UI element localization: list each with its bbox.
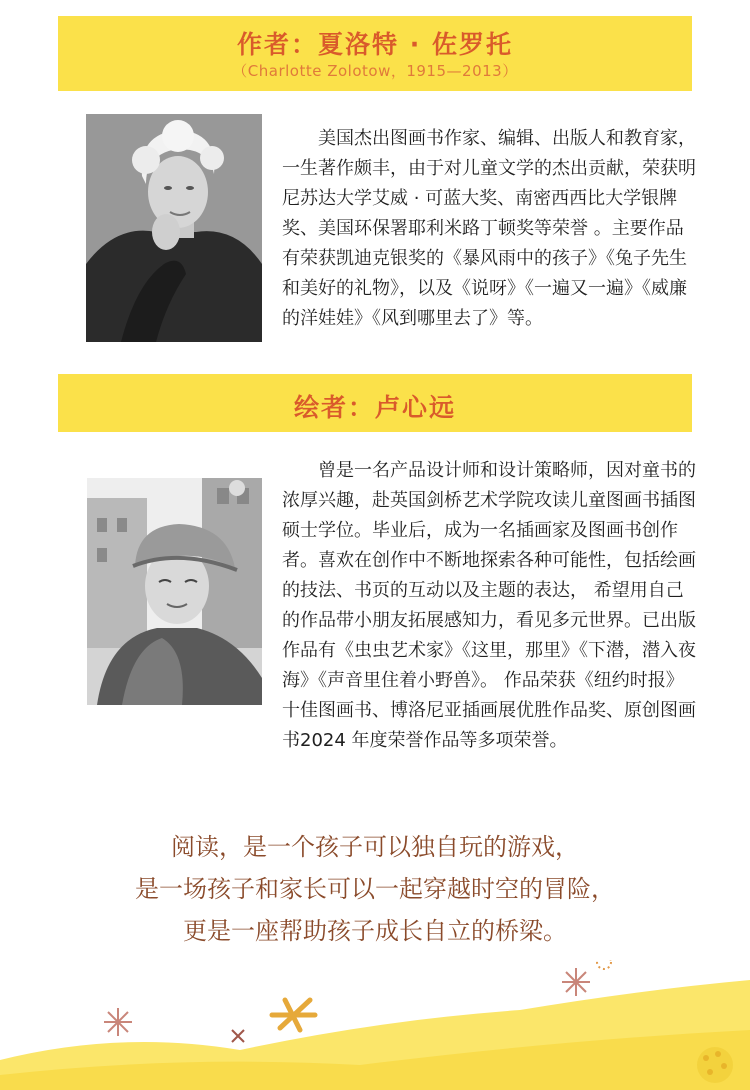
author-banner — [58, 16, 692, 91]
footer-decoration — [0, 960, 750, 1090]
quote-line-3: 更是一座帮助孩子成长自立的桥梁。 — [183, 917, 567, 945]
dotted-circle-icon — [597, 960, 611, 969]
author-heading: 作者：夏洛特 · 佐罗托 — [237, 30, 513, 59]
author-bio: 美国杰出图画书作家、编辑、出版人和教育家，一生著作颇丰，由于对儿童文学的杰出贡献，荣获明尼苏达大学艾威 · 可蓝大奖、南密西西比大学银牌奖、美国环保署耶利米路丁顿奖等荣誉 。主要作品有荣获凯迪克银奖的《暴风雨中的孩子》《兔子先生和美好的礼物》，以及《说呀》《一遍又一遍》《威廉的洋娃娃》《风到哪里去了》等。 — [282, 128, 696, 329]
illustrator-photo — [87, 478, 262, 705]
quote-line-1: 阅读，是一个孩子可以独自玩的游戏， — [171, 833, 579, 861]
author-subtitle: （Charlotte Zolotow，1915—2013） — [232, 62, 518, 80]
star-icon — [272, 1000, 315, 1030]
illustrator-banner — [58, 374, 692, 432]
snowflake-icon — [562, 968, 590, 996]
sparkle-icon — [232, 1030, 244, 1042]
illustrator-bio: 曾是一名产品设计师和设计策略师，因对童书的浓厚兴趣，赴英国剑桥艺术学院攻读儿童图画书插图硕士学位。毕业后，成为一名插画家及图画书创作者。喜欢在创作中不断地探索各种可能性，包括绘画的技法、书页的互动以及主题的表达， 希望用自己的作品带小朋友拓展感知力，看见多元世界。已出版作品有《虫虫艺术家》《这里，那里》《下潜，潜入夜海》《声音里住着小野兽》。 作品荣获《纽约时报》十佳图画书、博洛尼亚插画展优胜作品奖、原创图画书2024 年度荣誉作品等多项荣誉。 — [282, 460, 696, 751]
illustrator-heading: 绘者：卢心远 — [293, 393, 456, 422]
snowflake-icon — [104, 1008, 132, 1036]
quote-line-2: 是一场孩子和家长可以一起穿越时空的冒险， — [135, 875, 615, 903]
author-photo — [86, 114, 262, 342]
closing-quote — [0, 826, 750, 952]
dot-cluster-icon — [697, 1047, 733, 1083]
